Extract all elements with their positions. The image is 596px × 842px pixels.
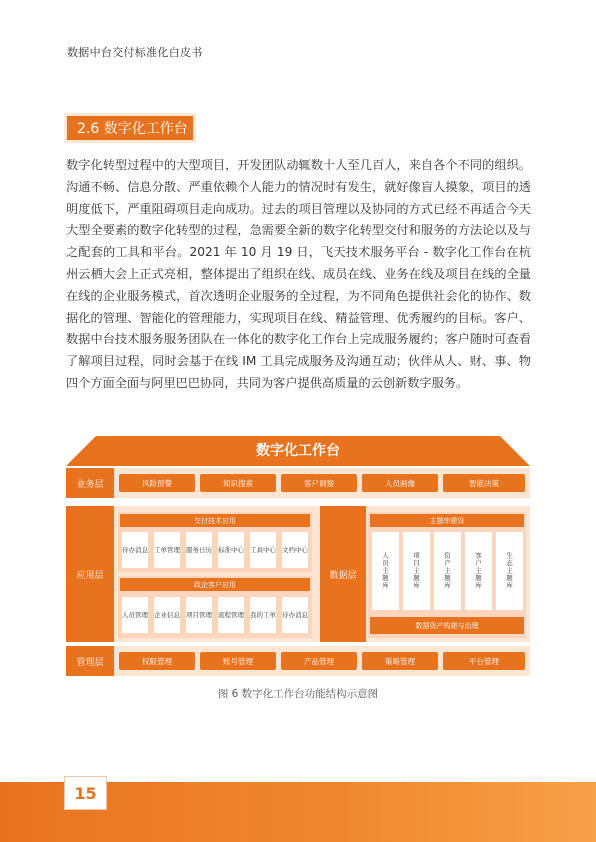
data-panel — [368, 512, 526, 638]
figure-caption: 图 6 数字化工作台功能结构示意图 — [217, 688, 379, 700]
body-paragraph: 数字化转型过程中的大型项目，开发团队动辄数十人至几百人，来自各个不同的组织。沟通不畅、信息分散、严重依赖个人能力的情况时有发生，就好像盲人摸象，项目的透明度低下，严重阻碍项目走向成功。过去的项目管理以及协同的方式已经不再适合今天大型全要素的数字化转型的过程，急需要全新的数字化转型交付和服务的方法论以及与之配套的工具和平台。2021 年 10 月 19 日，飞天技术服务平台 - 数字化工作台在杭州云栖大会上正式亮相，整体提出了组织在线、成员在线、业务在线及项目在线的全量在线的企业服务模式，首次透明企业服务的全过程，为不同角色提供社会化的协作、数据化的管理、智能化的管理能力，实现项目在线、精益管理、优秀履约的目标。客户、数据中台技术服务服务团队在一体化的数字化工作台上完成服务履约；客户随时可查看了解项目过程，同时会基于在线 IM 工具完成服务及沟通互动；伙伴从人、财、事、物四个方面全面与阿里巴巴协同，共同为客户提供高质量的云创新数字服务。 — [66, 158, 531, 390]
business-item: 风险预警 — [119, 474, 195, 492]
enterprise-app-item: 项目管理 — [186, 597, 212, 633]
enterprise-app-item: 我的工单 — [250, 597, 276, 633]
business-item: 人员画像 — [362, 474, 438, 492]
delivery-app-item: 工具中心 — [250, 532, 276, 568]
management-item: 平台管理 — [443, 652, 525, 670]
delivery-app-panel — [118, 512, 312, 572]
delivery-app-item: 待办消息 — [122, 532, 148, 568]
management-item: 账号管理 — [200, 652, 276, 670]
data-topic-item: 项目主题库 — [403, 532, 430, 610]
business-item: 智能决策 — [443, 474, 525, 492]
business-item: 客户洞察 — [281, 474, 357, 492]
enterprise-app-item: 人员管理 — [122, 597, 148, 633]
diagram-title: 数字化工作台 — [256, 443, 340, 459]
enterprise-app-item: 流程管理 — [218, 597, 244, 633]
delivery-app-item: 服务日历 — [186, 532, 212, 568]
business-layer-label: 业务层 — [66, 468, 114, 498]
management-item: 策略管理 — [362, 652, 438, 670]
data-governance-bar: 数据资产构建与治理 — [370, 617, 524, 634]
data-topic-item: 客户主题库 — [465, 532, 492, 610]
management-item: 产品管理 — [281, 652, 357, 670]
delivery-app-title: 交付技术应用 — [120, 514, 310, 527]
function-structure-diagram — [66, 436, 530, 680]
delivery-app-item: 工单管理 — [154, 532, 180, 568]
data-panel-title: 主题库建设 — [370, 514, 524, 527]
management-layer — [66, 646, 530, 676]
document-header-title: 数据中台交付标准化白皮书 — [67, 46, 203, 59]
application-data-layer — [66, 506, 530, 642]
management-item: 权限管理 — [119, 652, 195, 670]
delivery-app-item: 文档中心 — [282, 532, 308, 568]
business-layer — [66, 468, 530, 498]
data-layer-label: 数据层 — [320, 506, 366, 642]
enterprise-app-item: 待办消息 — [282, 597, 308, 633]
data-topic-item: 生态主题库 — [496, 532, 523, 610]
data-topic-item: 资产主题库 — [434, 532, 461, 610]
enterprise-app-title: 政企客户应用 — [120, 578, 310, 591]
business-item: 知识搜索 — [200, 474, 276, 492]
data-topic-item: 人员主题库 — [372, 532, 399, 610]
page-number: 15 — [64, 776, 107, 810]
delivery-app-item: 标准中心 — [218, 532, 244, 568]
enterprise-app-item: 企业信息 — [154, 597, 180, 633]
section-heading: 2.6 数字化工作台 — [66, 115, 194, 141]
application-layer-label: 应用层 — [66, 506, 114, 642]
management-layer-label: 管理层 — [66, 646, 114, 676]
enterprise-app-panel — [118, 576, 312, 638]
